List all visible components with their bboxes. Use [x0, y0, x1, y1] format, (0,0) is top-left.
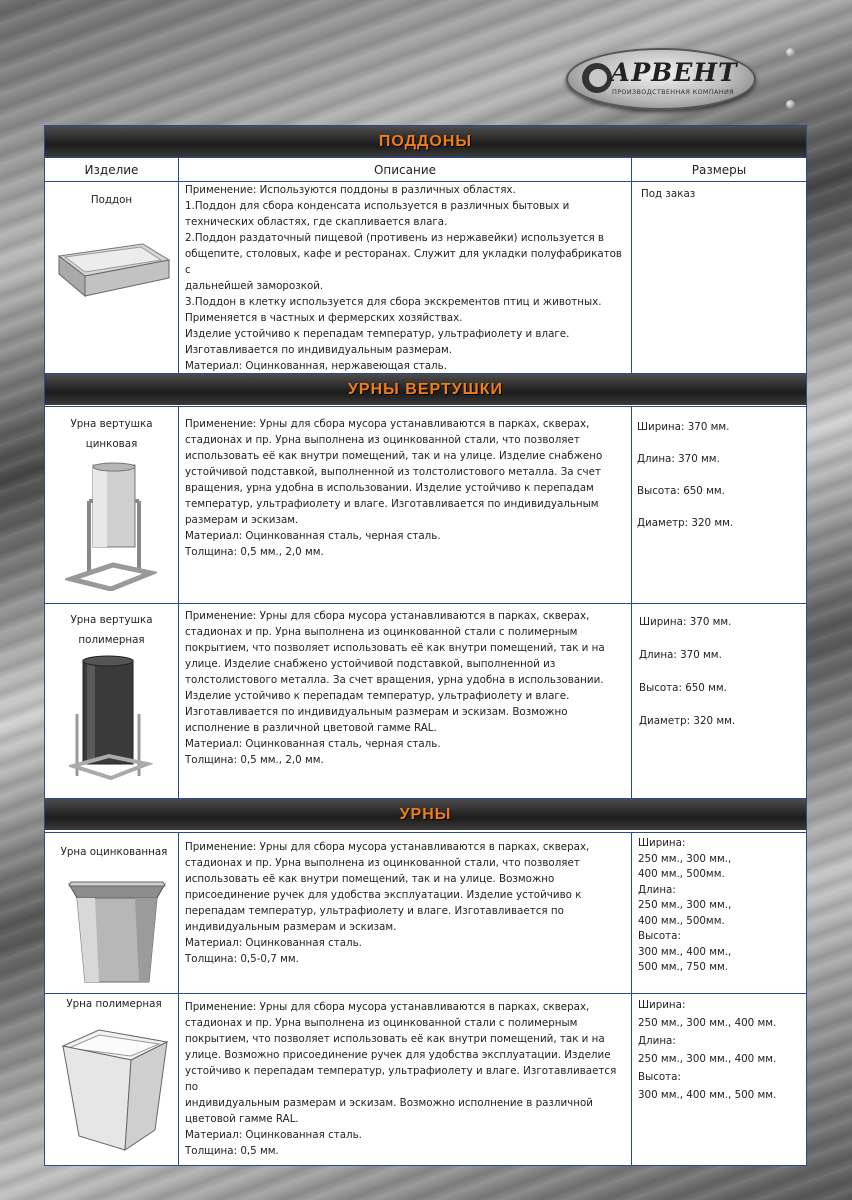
header-sizes: Размеры — [691, 163, 747, 177]
desc-line: дальнейшей заморозкой. — [185, 280, 324, 292]
product-description — [185, 999, 629, 1159]
desc-line: Изготавливается по индивидуальным размерам. — [185, 344, 453, 356]
divider — [178, 157, 179, 373]
desc-line: 1.Поддон для сбора конденсата используется в различных бытовых и — [185, 200, 570, 212]
desc-line: Применение: Урны для сбора мусора устанавливаются в парках, скверах, — [185, 1001, 590, 1013]
header-product: Изделие — [84, 163, 139, 177]
size-line: 250 мм., 300 мм., 400 мм. — [638, 1053, 777, 1065]
size-line: Ширина: 370 мм. — [639, 616, 732, 628]
size-line: Длина: — [638, 883, 676, 896]
galvanized-bin-photo — [65, 878, 169, 988]
divider — [631, 157, 632, 373]
product-sizes — [639, 606, 801, 738]
divider — [45, 157, 806, 158]
product-name-line: Урна оцинкованная — [60, 846, 168, 858]
desc-line: температур, ультрафиолету и влаге. Изготавливается по индивидуальным — [185, 498, 599, 510]
size-line: Длина: 370 мм. — [639, 649, 722, 661]
header-description: Описание — [373, 163, 437, 177]
desc-line: Материал: Оцинкованная сталь. — [185, 1129, 362, 1141]
desc-line: толстолистового металла. За счет вращения, урна удобна в использовании. — [185, 674, 604, 686]
desc-line: общепите, столовых, кафе и ресторанах. Служит для укладки полуфабрикатов с — [185, 248, 623, 276]
desc-line: 2.Поддон раздаточный пищевой (противень из нержавейки) используется в — [185, 232, 604, 244]
desc-line: вращения, урна удобна в использовании. Изделие устойчиво к перепадам — [185, 482, 594, 494]
size-line: Длина: — [638, 1035, 676, 1047]
product-sizes — [637, 411, 801, 539]
desc-line: присоединение ручек для удобства эксплуатации. Изделие устойчиво к — [185, 889, 582, 901]
desc-line: Материал: Оцинкованная сталь. — [185, 937, 362, 949]
desc-line: Применение: Используются поддоны в различных областях. — [185, 184, 516, 196]
size-line: 400 мм., 500мм. — [638, 868, 725, 880]
screw-icon — [786, 100, 795, 109]
desc-line: исполнение в различной цветовой гамме RAL. — [185, 722, 437, 734]
desc-line: перепадам температур, ультрафиолету и влаге. Изготавливается по — [185, 905, 564, 917]
tray-photo — [51, 238, 173, 302]
rotating-bin-zinc-photo — [65, 461, 157, 591]
product-sizes — [638, 836, 801, 976]
size-line: 500 мм., 750 мм. — [638, 961, 729, 973]
size-line: Высота: — [638, 930, 681, 942]
product-name — [45, 844, 183, 860]
desc-line: 3.Поддон в клетку используется для сбора экскрементов птиц и животных. — [185, 296, 602, 308]
desc-line: Изготавливается по индивидуальным размерам и эскизам. Возможно — [185, 706, 568, 718]
desc-line: стадионах и пр. Урна выполнена из оцинкованной стали с полимерным — [185, 1017, 578, 1029]
catalog-table — [44, 125, 807, 1166]
section-band-bins — [45, 799, 806, 830]
size-line: Ширина: — [638, 999, 686, 1011]
product-sizes — [638, 996, 801, 1104]
section-band-trays — [45, 126, 806, 157]
divider — [45, 406, 806, 407]
desc-line: Изделие устойчиво к перепадам температур, ультрафиолету и влаге. — [185, 328, 570, 340]
product-name-line: Поддон — [90, 194, 133, 206]
size-line: Длина: 370 мм. — [637, 453, 720, 465]
product-name-line: Урна полимерная — [66, 998, 162, 1010]
product-description — [185, 608, 629, 768]
desc-line: индивидуальным размерам и эскизам. — [185, 921, 397, 933]
section-title: УРНЫ ВЕРТУШКИ — [347, 380, 504, 398]
desc-line: использовать её как внутри помещений, так и на улице. Изделие снабжено — [185, 450, 603, 462]
desc-line: улице. Возможно присоединение ручек для удобства эксплуатации. Изделие — [185, 1049, 611, 1061]
product-name — [45, 414, 178, 454]
divider — [45, 993, 806, 994]
desc-line: размерам и эскизам. — [185, 514, 299, 526]
product-name-line: Урна вертушка — [70, 418, 153, 430]
size-line: Высота: 650 мм. — [637, 485, 725, 497]
size-line: Высота: — [638, 1071, 681, 1083]
size-line: 250 мм., 300 мм., — [638, 899, 732, 911]
divider — [631, 832, 632, 1165]
size-line: Ширина: 370 мм. — [637, 421, 730, 433]
desc-line: стадионах и пр. Урна выполнена из оцинкованной стали, что позволяет — [185, 434, 580, 446]
product-description — [185, 839, 629, 967]
desc-line: Толщина: 0,5-0,7 мм. — [185, 953, 299, 965]
size-line: 300 мм., 400 мм., — [638, 945, 732, 958]
size-line: 300 мм., 400 мм., 500 мм. — [638, 1089, 777, 1101]
section-title: УРНЫ — [399, 805, 452, 823]
desc-line: улице. Изделие снабжено устойчивой подставкой, выполненной из — [185, 658, 556, 670]
desc-line: технических областях, где скапливается влага. — [185, 216, 448, 228]
product-name-line: полимерная — [78, 634, 145, 646]
size-line: Ширина: — [638, 837, 686, 849]
desc-line: Толщина: 0,5 мм., 2,0 мм. — [185, 754, 324, 766]
size-line: 400 мм., 500мм. — [638, 914, 725, 927]
desc-line: Применение: Урны для сбора мусора устанавливаются в парках, скверах, — [185, 610, 590, 622]
rotating-bin-polymer-photo — [69, 654, 153, 794]
desc-line: Применение: Урны для сбора мусора устанавливаются в парках, скверах, — [185, 418, 590, 430]
product-description — [185, 182, 629, 390]
desc-line: устойчивой подставкой, выполненной из толстолистового металла. За счет — [185, 466, 601, 478]
product-name-line: цинковая — [85, 438, 138, 450]
divider — [45, 832, 806, 833]
desc-line: Применение: Урны для сбора мусора устанавливаются в парках, скверах, — [185, 841, 590, 853]
divider — [178, 406, 179, 798]
size-line: Высота: 650 мм. — [639, 682, 727, 694]
company-logo — [566, 48, 756, 110]
desc-line: Толщина: 0,5 мм., 2,0 мм. — [185, 546, 324, 558]
desc-line: Изделие устойчиво к перепадам температур, ультрафиолету и влаге. — [185, 690, 570, 702]
desc-line: Толщина: 0,5 мм. — [185, 1145, 279, 1157]
divider — [631, 406, 632, 798]
screw-icon — [786, 48, 795, 57]
divider — [45, 603, 806, 604]
size-line: Диаметр: 320 мм. — [639, 715, 736, 727]
product-name — [45, 610, 178, 650]
product-sizes — [641, 186, 801, 202]
section-title: ПОДДОНЫ — [378, 132, 473, 150]
desc-line: использовать её как внутри помещений, так и на улице. Возможно — [185, 873, 555, 885]
logo-name: АРВЕНТ — [610, 58, 738, 87]
size-line: Под заказ — [641, 188, 696, 200]
desc-line: Применяется в частных и фермерских хозяйствах. — [185, 312, 463, 324]
product-name-line: Урна вертушка — [70, 614, 153, 626]
desc-line: стадионах и пр. Урна выполнена из оцинкованной стали с полимерным — [185, 626, 578, 638]
logo-mark-icon — [582, 63, 612, 93]
size-line: 250 мм., 300 мм., 400 мм. — [638, 1017, 777, 1029]
desc-line: покрытием, что позволяет использовать её как внутри помещений, так и на — [185, 642, 605, 654]
polymer-bin-photo — [59, 1026, 171, 1156]
logo-subtitle: ПРОИЗВОДСТВЕННАЯ КОМПАНИЯ — [612, 88, 734, 96]
desc-line: Материал: Оцинкованная, нержавеющая сталь. — [185, 360, 447, 372]
desc-line: устойчиво к перепадам температур, ультрафиолету и влаге. Изготавливается по — [185, 1065, 617, 1093]
section-band-rotating-bins — [45, 374, 806, 405]
desc-line: покрытием, что позволяет использовать её как внутри помещений, так и на — [185, 1033, 605, 1045]
size-line: Диаметр: 320 мм. — [637, 517, 734, 529]
desc-line: Материал: Оцинкованная сталь, черная сталь. — [185, 530, 441, 542]
desc-line: индивидуальным размерам и эскизам. Возможно исполнение в различной — [185, 1097, 593, 1109]
desc-line: стадионах и пр. Урна выполнена из оцинкованной стали, что позволяет — [185, 857, 580, 869]
product-description — [185, 416, 629, 560]
product-name — [45, 996, 183, 1012]
product-name — [45, 192, 178, 208]
size-line: 250 мм., 300 мм., — [638, 852, 732, 865]
desc-line: Материал: Оцинкованная сталь, черная сталь. — [185, 738, 441, 750]
desc-line: цветовой гамме RAL. — [185, 1113, 299, 1125]
